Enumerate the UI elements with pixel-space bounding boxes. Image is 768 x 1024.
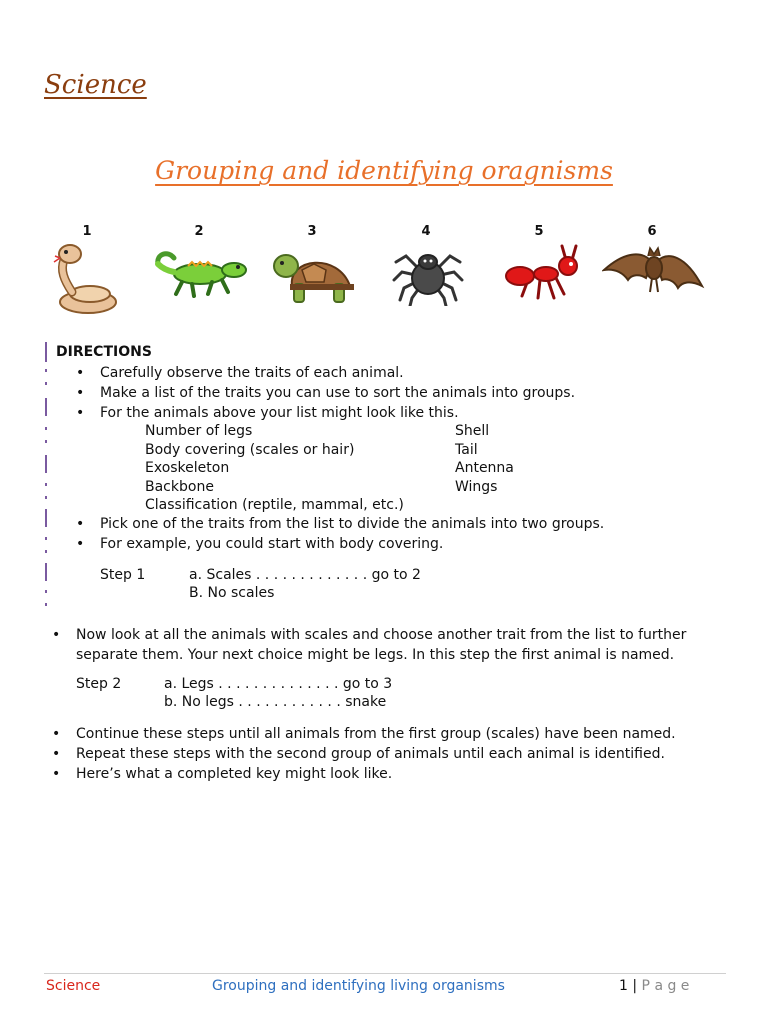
footer-subject: Science (46, 978, 101, 994)
document-title: Grouping and identifying oragnisms (155, 156, 613, 185)
directions-list-top (100, 363, 740, 423)
footer-title: Grouping and identifying living organisms (212, 978, 505, 994)
border-dot (45, 496, 47, 499)
tortoise-icon (266, 240, 360, 310)
trait-item: Classification (reptile, mammal, etc.) (145, 497, 404, 513)
list-item: • Here’s what a completed key might look like. (76, 764, 746, 784)
border-dot (45, 550, 47, 553)
directions-border (45, 455, 47, 473)
border-dot (45, 382, 47, 385)
page-separator: | (632, 978, 638, 994)
animal-number-6: 6 (647, 224, 657, 239)
trait-item: Wings (455, 478, 498, 495)
step2-option-a: a. Legs . . . . . . . . . . . . . . go to 3 (164, 676, 393, 692)
bat-icon (602, 240, 706, 300)
step1-option-a: a. Scales . . . . . . . . . . . . . go to 2 (189, 567, 421, 583)
animal-number-5: 5 (534, 224, 544, 239)
border-dot (45, 537, 47, 540)
traits-left-column (145, 422, 445, 515)
border-dot (45, 590, 47, 593)
page-word: P a g e (641, 978, 690, 994)
animal-number-4: 4 (421, 224, 431, 239)
ant-icon (502, 240, 582, 302)
border-dot (45, 427, 47, 430)
directions-list-mid (100, 514, 740, 554)
directions-border (45, 563, 47, 581)
footer-divider (44, 973, 726, 974)
directions-border (45, 398, 47, 416)
border-dot (45, 440, 47, 443)
animal-number-3: 3 (307, 224, 317, 239)
lizard-icon (152, 240, 248, 302)
trait-item: Exoskeleton (145, 460, 230, 476)
step2-label: Step 2 (76, 676, 122, 692)
list-item: • Now look at all the animals with scales and choose another trait from the list to further separate them. Your next choice might be legs. In this step the first animal is named. (76, 625, 736, 665)
list-item: • Carefully observe the traits of each animal. (100, 363, 740, 383)
list-item: • Repeat these steps with the second group of animals until each animal is identified. (76, 744, 746, 764)
border-dot (45, 483, 47, 486)
trait-item: Body covering (scales or hair) (145, 441, 355, 458)
border-dot (45, 603, 47, 606)
step2-option-b: b. No legs . . . . . . . . . . . . snake (164, 694, 387, 710)
footer-page-label (619, 978, 689, 994)
directions-heading: DIRECTIONS (56, 344, 152, 360)
step1-option-b: B. No scales (189, 585, 275, 601)
border-dot (45, 369, 47, 372)
trait-item: Tail (455, 441, 478, 458)
trait-item: Number of legs (145, 423, 253, 439)
animal-number-2: 2 (194, 224, 204, 239)
trait-item: Shell (455, 423, 490, 439)
spider-icon (392, 240, 464, 306)
subject-heading: Science (44, 70, 147, 100)
list-item: • For the animals above your list might look like this. (100, 403, 740, 423)
step1-label: Step 1 (100, 567, 146, 583)
directions-list-end (76, 724, 746, 784)
traits-right-column (455, 422, 605, 496)
snake-icon (52, 240, 122, 318)
directions-border (45, 342, 47, 362)
animal-number-1: 1 (82, 224, 92, 239)
trait-item: Antenna (455, 460, 514, 476)
trait-item: Backbone (145, 478, 214, 495)
list-item: • Make a list of the traits you can use to sort the animals into groups. (100, 383, 740, 403)
directions-list-step2 (76, 625, 736, 665)
list-item: • Continue these steps until all animals from the first group (scales) have been named. (76, 724, 746, 744)
directions-border (45, 509, 47, 527)
list-item: • Pick one of the traits from the list to divide the animals into two groups. (100, 514, 740, 534)
page-number: 1 (619, 978, 628, 994)
list-item: • For example, you could start with body covering. (100, 534, 740, 554)
